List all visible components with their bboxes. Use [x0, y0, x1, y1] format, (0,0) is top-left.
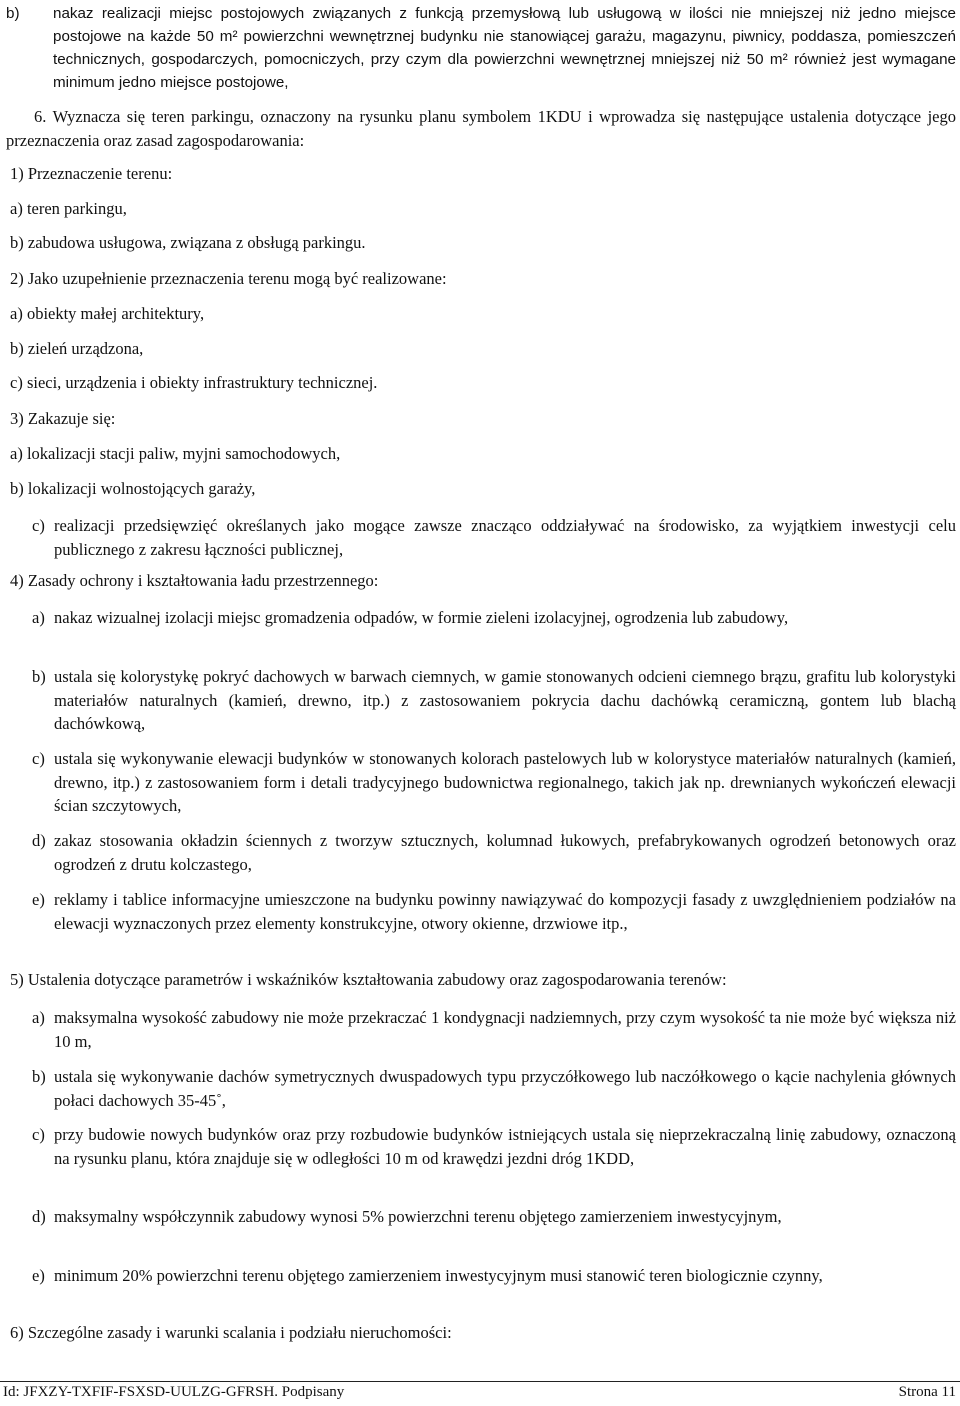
- list-item-label: c): [32, 749, 45, 768]
- list-item-text: ustala się kolorystykę pokryć dachowych w barwach ciemnych, w gamie stonowanych odcieni ciemnego brązu, grafitu lub kolorystyki materiałów naturalnych (kamień, drewno, itp.) z zastosowaniem pokrycia dachu dachówką ceramiczną, gontem lub blachą dachówkową,: [54, 667, 956, 733]
- list-item-label: e): [32, 1266, 45, 1285]
- list-item-text: minimum 20% powierzchni terenu objętego zamierzeniem inwestycyjnym musi stanowić teren biologicznie czynny,: [54, 1266, 823, 1285]
- section-1-item-b: b) zabudowa usługowa, związana z obsługą parkingu.: [10, 233, 366, 252]
- list-item-text: ustala się wykonywanie elewacji budynków w stonowanych kolorach pastelowych lub w kolorystyce materiałów naturalnych (kamień, drewno, itp.) z zastosowaniem form i detali tradycyjnego budownictwa regionalnego, takich jak np. drewnianych wykończeń elewacji ścian szczytowych,: [54, 749, 956, 815]
- carried-over-list-item: [6, 2, 956, 94]
- section-2-item-a: a) obiekty małej architektury,: [10, 304, 205, 323]
- list-item-label: b): [32, 1067, 46, 1086]
- section-5-item-a: [32, 1006, 956, 1053]
- list-item-label: d): [32, 1207, 46, 1226]
- list-item-text: ustala się wykonywanie dachów symetrycznych dwuspadowych typu przyczółkowego lub naczółkowego o kącie nachylenia głównych połaci dachowych 35-45˚,: [54, 1067, 956, 1110]
- section-5-item-c: [32, 1123, 956, 1170]
- list-item-text: realizacji przedsięwzięć określanych jako mogące zawsze znacząco oddziaływać na środowisko, za wyjątkiem inwestycji celu publicznego z zakresu łączności publicznej,: [54, 516, 956, 559]
- section-4-heading: 4) Zasady ochrony i kształtowania ładu przestrzennego:: [10, 571, 379, 590]
- list-item-label: d): [32, 831, 46, 850]
- list-item-text: przy budowie nowych budynków oraz przy rozbudowie budynków istniejących ustala się nieprzekraczalną linię zabudowy, oznaczoną na rysunku planu, która znajduje się w odległości 10 m od krawędzi jezdni dróg 1KDD,: [54, 1125, 956, 1168]
- section-5-item-b: [32, 1065, 956, 1112]
- list-item-text: nakaz realizacji miejsc postojowych związanych z funkcją przemysłową lub usługową w ilości nie mniejszej niż jedno miejsce postojowe na każde 50 m² powierzchni wewnętrznej budynku nie stanowiącej garażu, magazynu, piwnicy, poddasza, pomieszczeń technicznych, gospodarczych, pomocniczych, przy czym dla powierzchni wewnętrznej mniejszej niż 50 m² również jest wymagane minimum jedno miejsce postojowe,: [53, 5, 956, 91]
- section-5-item-d: [32, 1205, 956, 1229]
- list-item-text: maksymalny współczynnik zabudowy wynosi 5% powierzchni terenu objętego zamierzeniem inwestycyjnym,: [54, 1207, 782, 1226]
- list-item-label: c): [32, 516, 45, 535]
- footer-document-id: Id: JFXZY-TXFIF-FSXSD-UULZG-GFRSH. Podpisany: [3, 1384, 345, 1400]
- section-2-heading: 2) Jako uzupełnienie przeznaczenia terenu mogą być realizowane:: [10, 269, 447, 288]
- section-3-heading: 3) Zakazuje się:: [10, 409, 116, 428]
- section-3-item-c: [32, 514, 956, 561]
- section-3-item-b: b) lokalizacji wolnostojących garaży,: [10, 479, 256, 498]
- list-item-text: reklamy i tablice informacyjne umieszczone na budynku powinny nawiązywać do kompozycji fasady z uwzględnieniem podziałów na elewacji wyznaczonych przez elementy konstrukcyjne, otwory okienne, drzwiowe itp.,: [54, 890, 956, 933]
- section-4-item-e: [32, 888, 956, 935]
- section-4-item-a: [32, 606, 956, 630]
- section-1-heading: 1) Przeznaczenie terenu:: [10, 164, 173, 183]
- footer-divider: [0, 1381, 960, 1382]
- list-item-label: c): [32, 1125, 45, 1144]
- list-item-label: a): [32, 608, 45, 627]
- section-2-item-c: c) sieci, urządzenia i obiekty infrastruktury technicznej.: [10, 373, 378, 392]
- section-5-item-e: [32, 1264, 956, 1288]
- list-item-label: a): [32, 1008, 45, 1027]
- list-item-label: b): [32, 667, 46, 686]
- section-6-heading: 6) Szczególne zasady i warunki scalania i podziału nieruchomości:: [10, 1323, 452, 1342]
- list-item-text: zakaz stosowania okładzin ściennych z tworzyw sztucznych, kolumnad łukowych, prefabrykowanych ogrodzeń betonowych oraz ogrodzeń z drutu kolczastego,: [54, 831, 956, 874]
- list-item-label: e): [32, 890, 45, 909]
- section-2-item-b: b) zieleń urządzona,: [10, 339, 144, 358]
- paragraph-6: 6. Wyznacza się teren parkingu, oznaczony na rysunku planu symbolem 1KDU i wprowadza się następujące ustalenia dotyczące jego przeznaczenia oraz zasad zagospodarowania:: [6, 107, 956, 150]
- section-4-item-c: [32, 747, 956, 818]
- section-5-heading: 5) Ustalenia dotyczące parametrów i wskaźników kształtowania zabudowy oraz zagospodarowania terenów:: [10, 970, 727, 989]
- section-4-item-b: [32, 665, 956, 736]
- section-4-item-d: [32, 829, 956, 876]
- section-3-item-a: a) lokalizacji stacji paliw, myjni samochodowych,: [10, 444, 341, 463]
- footer-page-number: Strona 11: [898, 1384, 956, 1400]
- list-item-text: nakaz wizualnej izolacji miejsc gromadzenia odpadów, w formie zieleni izolacyjnej, ogrodzenia lub zabudowy,: [54, 608, 789, 627]
- list-item-label: b): [6, 5, 20, 22]
- section-1-item-a: a) teren parkingu,: [10, 199, 127, 218]
- list-item-text: maksymalna wysokość zabudowy nie może przekraczać 1 kondygnacji nadziemnych, przy czym wysokość ta nie może być większa niż 10 m,: [54, 1008, 956, 1051]
